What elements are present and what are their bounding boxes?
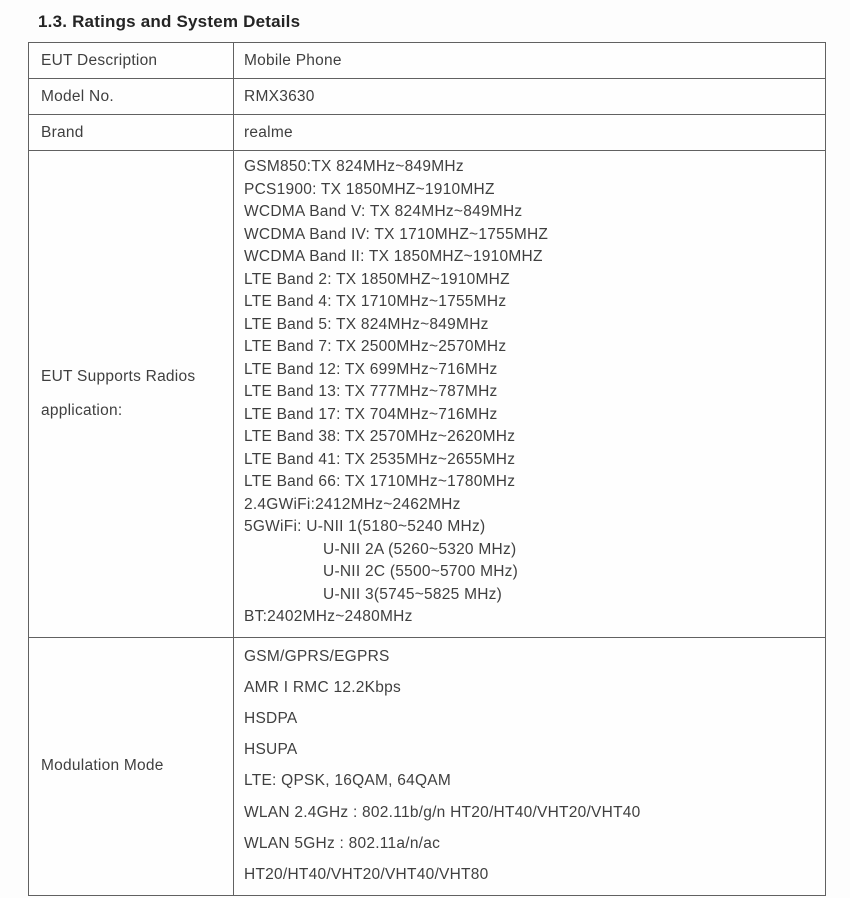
supported-radios-label [29,151,234,638]
supported-radios-label-line: EUT Supports Radios [41,367,196,385]
model-no-value: RMX3630 [234,79,826,115]
radio-band-line: WCDMA Band V: TX 824MHz~849MHz [244,203,523,220]
section-title: 1.3. Ratings and System Details [38,12,301,31]
table-row-modulation-mode [29,637,826,896]
radio-band-line: PCS1900: TX 1850MHZ~1910MHZ [244,180,495,198]
radio-band-line: LTE Band 5: TX 824MHz~849MHz [244,315,489,333]
eut-description-value: Mobile Phone [234,43,826,79]
radio-band-line: LTE Band 7: TX 2500MHz~2570MHz [244,338,507,355]
radio-band-line: LTE Band 66: TX 1710MHz~1780MHz [244,473,516,490]
radio-band-line: LTE Band 38: TX 2570MHz~2620MHz [244,428,516,445]
radio-band-line: LTE Band 4: TX 1710MHz~1755MHz [244,293,507,310]
table-row-eut-description [29,43,826,79]
radio-band-line: LTE Band 17: TX 704MHz~716MHz [244,405,498,423]
radio-band-line: BT:2402MHz~2480MHz [244,608,413,625]
modulation-line: AMR I RMC 12.2Kbps [244,678,401,696]
table-row-supported-radios [29,151,826,638]
radio-band-line: 5GWiFi: U-NII 1(5180~5240 MHz) [244,518,486,535]
radio-band-line: LTE Band 2: TX 1850MHZ~1910MHZ [244,270,510,288]
brand-label: Brand [29,115,234,151]
modulation-mode-value [234,637,826,896]
modulation-line: HT20/HT40/VHT20/VHT40/VHT80 [244,865,489,883]
modulation-line: WLAN 2.4GHz : 802.11b/g/n HT20/HT40/VHT20/VHT40 [244,803,641,821]
radio-band-line: 2.4GWiFi:2412MHz~2462MHz [244,495,461,513]
radio-band-line: WCDMA Band IV: TX 1710MHZ~1755MHZ [244,225,549,243]
modulation-line: HSDPA [244,709,298,727]
radio-band-line: GSM850:TX 824MHz~849MHz [244,158,464,175]
ratings-table [28,42,826,896]
modulation-line: GSM/GPRS/EGPRS [244,647,390,665]
model-no-label: Model No. [29,79,234,115]
radio-band-line: U-NII 3(5745~5825 MHz) [323,585,503,603]
modulation-line: HSUPA [244,741,298,759]
modulation-line: WLAN 5GHz : 802.11a/n/ac [244,834,441,852]
table-row-model-no [29,79,826,115]
radio-band-line: LTE Band 41: TX 2535MHz~2655MHz [244,450,516,468]
supported-radios-value [234,151,826,638]
radio-band-line: U-NII 2A (5260~5320 MHz) [323,540,517,558]
supported-radios-label-line: application: [41,401,123,419]
brand-value: realme [234,115,826,151]
radio-band-line: LTE Band 13: TX 777MHz~787MHz [244,383,498,400]
table-row-brand [29,115,826,151]
radio-band-line: U-NII 2C (5500~5700 MHz) [323,563,519,580]
radio-band-line: WCDMA Band II: TX 1850MHZ~1910MHZ [244,248,543,265]
modulation-line: LTE: QPSK, 16QAM, 64QAM [244,772,452,790]
eut-description-label: EUT Description [29,43,234,79]
radio-band-line: LTE Band 12: TX 699MHz~716MHz [244,360,498,378]
modulation-mode-label: Modulation Mode [29,637,234,896]
